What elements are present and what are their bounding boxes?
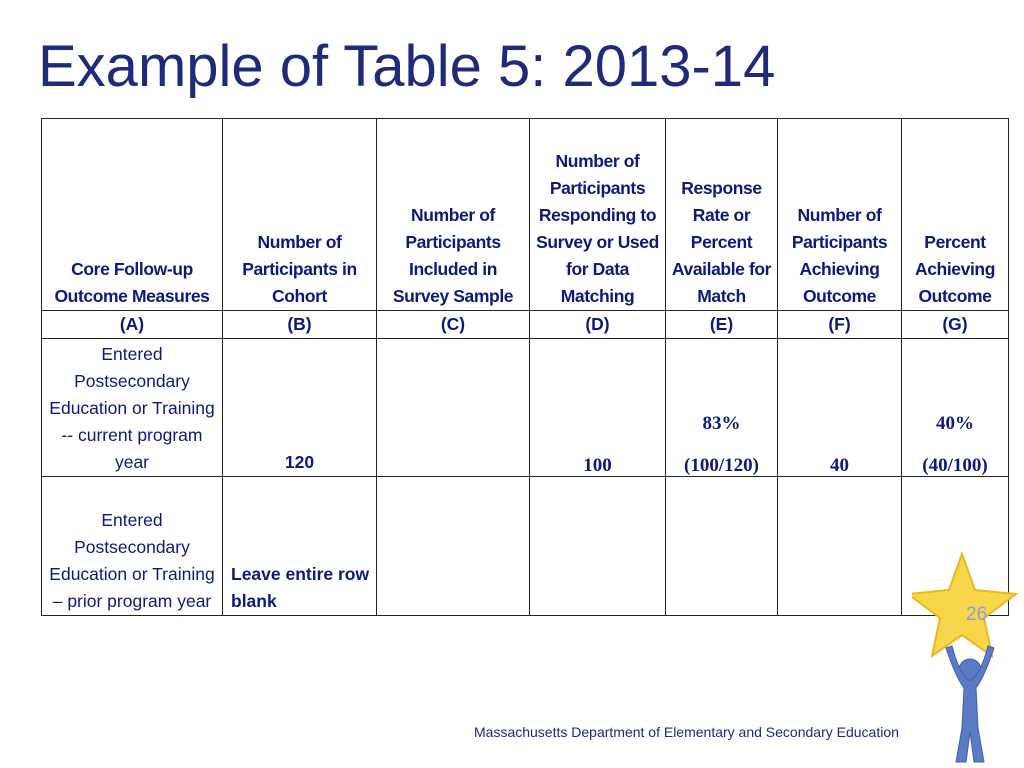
sample-cell — [377, 339, 530, 477]
percent-value: 40% — [936, 413, 974, 434]
column-letter: (C) — [377, 311, 530, 339]
cohort-cell — [223, 477, 377, 616]
header-cell: Number of Participants in Cohort — [223, 119, 377, 311]
slide-title: Example of Table 5: 2013-14 — [38, 34, 776, 99]
person-figure — [946, 646, 994, 762]
empty-cell — [778, 477, 902, 616]
table-5 — [41, 118, 1009, 616]
header-row — [42, 119, 1009, 311]
row-label: Entered Postsecondary Education or Training -- current program year — [42, 339, 223, 477]
header-cell: Number of Participants Included in Survey Sample — [377, 119, 530, 311]
star-mascot-icon — [912, 548, 1024, 768]
column-letter: (F) — [778, 311, 902, 339]
star-shape — [912, 554, 1016, 656]
column-letter: (D) — [530, 311, 666, 339]
column-letter: (E) — [666, 311, 778, 339]
achieving-value: 40 — [830, 455, 849, 476]
column-letter: (B) — [223, 311, 377, 339]
header-cell: Response Rate or Percent Available for Match — [666, 119, 778, 311]
empty-cell — [666, 477, 778, 616]
leave-blank-note: Leave entire row blank — [231, 564, 370, 611]
page-number: 26 — [966, 604, 988, 625]
responding-cell — [530, 339, 666, 477]
header-cell: Number of Participants Responding to Survey or Used for Data Matching — [530, 119, 666, 311]
rate-calculation: (100/120) — [684, 455, 759, 476]
row-label: Entered Postsecondary Education or Training – prior program year — [42, 477, 223, 616]
empty-cell — [530, 477, 666, 616]
percent-calculation: (40/100) — [922, 455, 988, 476]
table-row — [42, 339, 1009, 477]
cohort-value: 120 — [284, 452, 315, 472]
percent-cell — [902, 339, 1009, 477]
achieving-cell — [778, 339, 902, 477]
column-letter: (A) — [42, 311, 223, 339]
rate-value: 83% — [702, 413, 741, 434]
table-row — [42, 477, 1009, 616]
header-cell: Core Follow-up Outcome Measures — [42, 119, 223, 311]
header-cell: Number of Participants Achieving Outcome — [778, 119, 902, 311]
footer-text: Massachusetts Department of Elementary and Secondary Education — [474, 724, 899, 740]
column-letter: (G) — [902, 311, 1009, 339]
column-letter-row — [42, 311, 1009, 339]
cohort-cell — [223, 339, 377, 477]
header-cell: Percent Achieving Outcome — [902, 119, 1009, 311]
empty-cell — [377, 477, 530, 616]
rate-cell — [666, 339, 778, 477]
responding-value: 100 — [583, 455, 612, 476]
